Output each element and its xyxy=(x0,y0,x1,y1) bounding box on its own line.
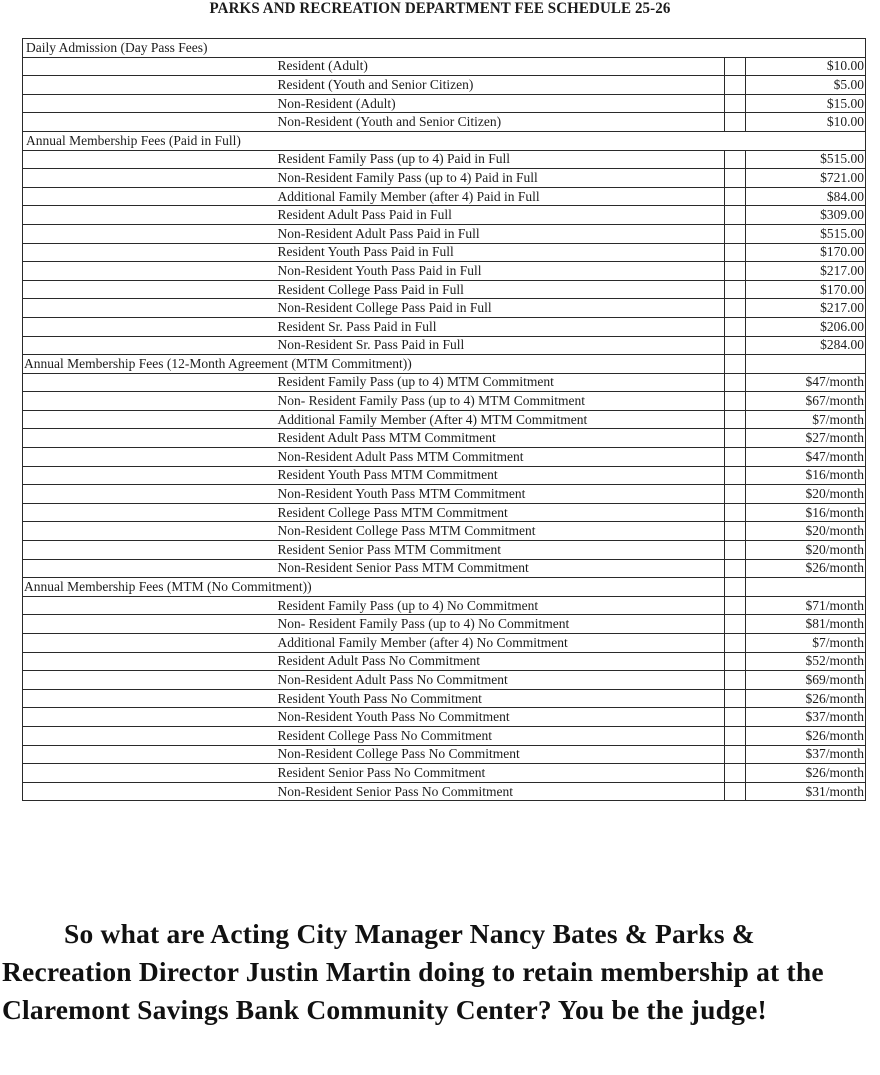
category-cell xyxy=(23,187,277,206)
blank-cell xyxy=(725,243,746,262)
fee-price: $515.00 xyxy=(746,150,866,169)
fee-row xyxy=(23,541,866,560)
fee-price: $217.00 xyxy=(746,262,866,281)
fee-price: $37/month xyxy=(746,708,866,727)
fee-description: Non-Resident (Adult) xyxy=(277,94,725,113)
category-cell xyxy=(23,94,277,113)
fee-description: Resident College Pass No Commitment xyxy=(277,726,725,745)
fee-price: $5.00 xyxy=(746,76,866,95)
blank-cell xyxy=(725,448,746,467)
fee-price: $10.00 xyxy=(746,113,866,132)
category-cell xyxy=(23,392,277,411)
fee-price: $16/month xyxy=(746,503,866,522)
fee-description: Resident (Youth and Senior Citizen) xyxy=(277,76,725,95)
fee-row xyxy=(23,559,866,578)
fee-row xyxy=(23,689,866,708)
category-cell xyxy=(23,410,277,429)
fee-row xyxy=(23,299,866,318)
fee-description: Resident Adult Pass Paid in Full xyxy=(277,206,725,225)
section-heading: Annual Membership Fees (12-Month Agreement (MTM Commitment)) xyxy=(23,355,725,374)
fee-row xyxy=(23,169,866,188)
fee-price: $7/month xyxy=(746,410,866,429)
fee-price: $69/month xyxy=(746,671,866,690)
fee-row xyxy=(23,392,866,411)
fee-price: $20/month xyxy=(746,522,866,541)
fee-description: Non-Resident College Pass No Commitment xyxy=(277,745,725,764)
fee-row xyxy=(23,764,866,783)
fee-schedule-table xyxy=(22,38,866,801)
category-cell xyxy=(23,448,277,467)
fee-price: $27/month xyxy=(746,429,866,448)
blank-cell xyxy=(725,782,746,801)
category-cell xyxy=(23,466,277,485)
fee-row xyxy=(23,448,866,467)
fee-row xyxy=(23,708,866,727)
fee-row xyxy=(23,150,866,169)
category-cell xyxy=(23,280,277,299)
blank-cell xyxy=(725,559,746,578)
section-header-row xyxy=(23,39,866,58)
fee-row xyxy=(23,615,866,634)
fee-description: Resident College Pass MTM Commitment xyxy=(277,503,725,522)
category-cell xyxy=(23,652,277,671)
blank-cell xyxy=(725,113,746,132)
blank-cell xyxy=(725,541,746,560)
fee-description: Non-Resident Adult Pass No Commitment xyxy=(277,671,725,690)
fee-row xyxy=(23,113,866,132)
fee-description: Non-Resident Family Pass (up to 4) Paid in Full xyxy=(277,169,725,188)
category-cell xyxy=(23,689,277,708)
fee-price: $84.00 xyxy=(746,187,866,206)
fee-price: $26/month xyxy=(746,764,866,783)
fee-description: Non-Resident Adult Pass Paid in Full xyxy=(277,224,725,243)
fee-description: Resident Youth Pass No Commitment xyxy=(277,689,725,708)
fee-price: $26/month xyxy=(746,559,866,578)
commentary-paragraph xyxy=(2,915,880,1029)
category-cell xyxy=(23,485,277,504)
blank-cell xyxy=(725,726,746,745)
blank-cell xyxy=(725,708,746,727)
fee-description: Resident Youth Pass MTM Commitment xyxy=(277,466,725,485)
blank-cell xyxy=(725,485,746,504)
fee-description: Non-Resident Youth Pass No Commitment xyxy=(277,708,725,727)
section-heading: Annual Membership Fees (Paid in Full) xyxy=(23,131,866,150)
fee-price: $67/month xyxy=(746,392,866,411)
category-cell xyxy=(23,503,277,522)
blank-price-cell xyxy=(746,578,866,597)
blank-cell xyxy=(725,410,746,429)
blank-cell xyxy=(725,429,746,448)
fee-description: Non- Resident Family Pass (up to 4) No Commitment xyxy=(277,615,725,634)
fee-description: Resident Family Pass (up to 4) MTM Commitment xyxy=(277,373,725,392)
fee-description: Resident Senior Pass No Commitment xyxy=(277,764,725,783)
category-cell xyxy=(23,541,277,560)
blank-cell xyxy=(725,280,746,299)
fee-row xyxy=(23,503,866,522)
blank-cell xyxy=(725,336,746,355)
blank-cell xyxy=(725,262,746,281)
category-cell xyxy=(23,373,277,392)
fee-description: Non-Resident Sr. Pass Paid in Full xyxy=(277,336,725,355)
fee-price: $721.00 xyxy=(746,169,866,188)
fee-row xyxy=(23,782,866,801)
fee-description: Non-Resident Youth Pass MTM Commitment xyxy=(277,485,725,504)
fee-row xyxy=(23,596,866,615)
fee-price: $26/month xyxy=(746,689,866,708)
blank-cell xyxy=(725,764,746,783)
category-cell xyxy=(23,76,277,95)
fee-price: $81/month xyxy=(746,615,866,634)
category-cell xyxy=(23,317,277,336)
fee-price: $515.00 xyxy=(746,224,866,243)
fee-row xyxy=(23,243,866,262)
category-cell xyxy=(23,57,277,76)
fee-price: $52/month xyxy=(746,652,866,671)
category-cell xyxy=(23,764,277,783)
section-header-row xyxy=(23,578,866,597)
fee-row xyxy=(23,726,866,745)
fee-description: Resident Family Pass (up to 4) Paid in Full xyxy=(277,150,725,169)
fee-description: Resident Adult Pass No Commitment xyxy=(277,652,725,671)
fee-row xyxy=(23,76,866,95)
blank-cell xyxy=(725,689,746,708)
fee-row xyxy=(23,410,866,429)
blank-cell xyxy=(725,94,746,113)
fee-price: $37/month xyxy=(746,745,866,764)
blank-cell xyxy=(725,150,746,169)
category-cell xyxy=(23,429,277,448)
category-cell xyxy=(23,708,277,727)
fee-row xyxy=(23,671,866,690)
fee-description: Additional Family Member (after 4) Paid in Full xyxy=(277,187,725,206)
blank-cell xyxy=(725,299,746,318)
fee-description: Resident Adult Pass MTM Commitment xyxy=(277,429,725,448)
category-cell xyxy=(23,615,277,634)
section-header-row xyxy=(23,355,866,374)
blank-cell xyxy=(725,76,746,95)
fee-description: Resident Family Pass (up to 4) No Commitment xyxy=(277,596,725,615)
fee-description: Non-Resident Senior Pass MTM Commitment xyxy=(277,559,725,578)
category-cell xyxy=(23,224,277,243)
blank-cell xyxy=(725,317,746,336)
blank-cell xyxy=(725,634,746,653)
fee-price: $71/month xyxy=(746,596,866,615)
fee-description: Resident Sr. Pass Paid in Full xyxy=(277,317,725,336)
blank-price-cell xyxy=(746,355,866,374)
fee-row xyxy=(23,466,866,485)
fee-description: Additional Family Member (after 4) No Commitment xyxy=(277,634,725,653)
section-heading: Annual Membership Fees (MTM (No Commitment)) xyxy=(23,578,725,597)
fee-row xyxy=(23,262,866,281)
fee-row xyxy=(23,373,866,392)
fee-price: $284.00 xyxy=(746,336,866,355)
category-cell xyxy=(23,596,277,615)
fee-description: Non-Resident College Pass Paid in Full xyxy=(277,299,725,318)
blank-cell xyxy=(725,522,746,541)
fee-price: $20/month xyxy=(746,485,866,504)
blank-cell xyxy=(725,169,746,188)
category-cell xyxy=(23,169,277,188)
fee-description: Non- Resident Family Pass (up to 4) MTM Commitment xyxy=(277,392,725,411)
blank-cell xyxy=(725,392,746,411)
fee-row xyxy=(23,429,866,448)
fee-price: $31/month xyxy=(746,782,866,801)
category-cell xyxy=(23,336,277,355)
fee-schedule-body xyxy=(23,39,866,801)
fee-description: Resident (Adult) xyxy=(277,57,725,76)
fee-description: Non-Resident College Pass MTM Commitment xyxy=(277,522,725,541)
fee-price: $206.00 xyxy=(746,317,866,336)
fee-price: $47/month xyxy=(746,373,866,392)
fee-price: $170.00 xyxy=(746,280,866,299)
fee-row xyxy=(23,336,866,355)
category-cell xyxy=(23,150,277,169)
category-cell xyxy=(23,745,277,764)
category-cell xyxy=(23,726,277,745)
blank-cell xyxy=(725,652,746,671)
category-cell xyxy=(23,206,277,225)
fee-price: $15.00 xyxy=(746,94,866,113)
fee-row xyxy=(23,634,866,653)
blank-cell xyxy=(725,466,746,485)
fee-price: $26/month xyxy=(746,726,866,745)
category-cell xyxy=(23,634,277,653)
section-header-row xyxy=(23,131,866,150)
blank-cell xyxy=(725,596,746,615)
fee-row xyxy=(23,745,866,764)
blank-cell xyxy=(725,187,746,206)
fee-row xyxy=(23,485,866,504)
fee-price: $16/month xyxy=(746,466,866,485)
blank-cell xyxy=(725,373,746,392)
fee-price: $47/month xyxy=(746,448,866,467)
fee-row xyxy=(23,57,866,76)
blank-cell xyxy=(725,224,746,243)
blank-cell xyxy=(725,355,746,374)
fee-description: Resident Youth Pass Paid in Full xyxy=(277,243,725,262)
fee-price: $20/month xyxy=(746,541,866,560)
commentary-text: So what are Acting City Manager Nancy Bates & Parks & Recreation Director Justin Martin doing to retain membership at the Claremont Savings Bank Community Center? You be the judge! xyxy=(2,918,824,1025)
fee-description: Resident College Pass Paid in Full xyxy=(277,280,725,299)
section-heading: Daily Admission (Day Pass Fees) xyxy=(23,39,866,58)
fee-row xyxy=(23,522,866,541)
category-cell xyxy=(23,113,277,132)
category-cell xyxy=(23,299,277,318)
fee-row xyxy=(23,652,866,671)
category-cell xyxy=(23,243,277,262)
fee-description: Non-Resident Adult Pass MTM Commitment xyxy=(277,448,725,467)
fee-description: Non-Resident (Youth and Senior Citizen) xyxy=(277,113,725,132)
blank-cell xyxy=(725,503,746,522)
blank-cell xyxy=(725,206,746,225)
fee-row xyxy=(23,206,866,225)
fee-row xyxy=(23,317,866,336)
fee-price: $309.00 xyxy=(746,206,866,225)
fee-schedule-title: PARKS AND RECREATION DEPARTMENT FEE SCHEDULE 25-26 xyxy=(209,0,671,18)
blank-cell xyxy=(725,57,746,76)
blank-cell xyxy=(725,745,746,764)
category-cell xyxy=(23,782,277,801)
fee-row xyxy=(23,94,866,113)
blank-cell xyxy=(725,615,746,634)
fee-price: $217.00 xyxy=(746,299,866,318)
fee-description: Non-Resident Youth Pass Paid in Full xyxy=(277,262,725,281)
category-cell xyxy=(23,671,277,690)
fee-row xyxy=(23,224,866,243)
fee-row xyxy=(23,280,866,299)
fee-price: $170.00 xyxy=(746,243,866,262)
fee-row xyxy=(23,187,866,206)
blank-cell xyxy=(725,671,746,690)
category-cell xyxy=(23,559,277,578)
fee-description: Non-Resident Senior Pass No Commitment xyxy=(277,782,725,801)
fee-description: Resident Senior Pass MTM Commitment xyxy=(277,541,725,560)
category-cell xyxy=(23,262,277,281)
category-cell xyxy=(23,522,277,541)
fee-price: $10.00 xyxy=(746,57,866,76)
fee-price: $7/month xyxy=(746,634,866,653)
blank-cell xyxy=(725,578,746,597)
fee-description: Additional Family Member (After 4) MTM Commitment xyxy=(277,410,725,429)
